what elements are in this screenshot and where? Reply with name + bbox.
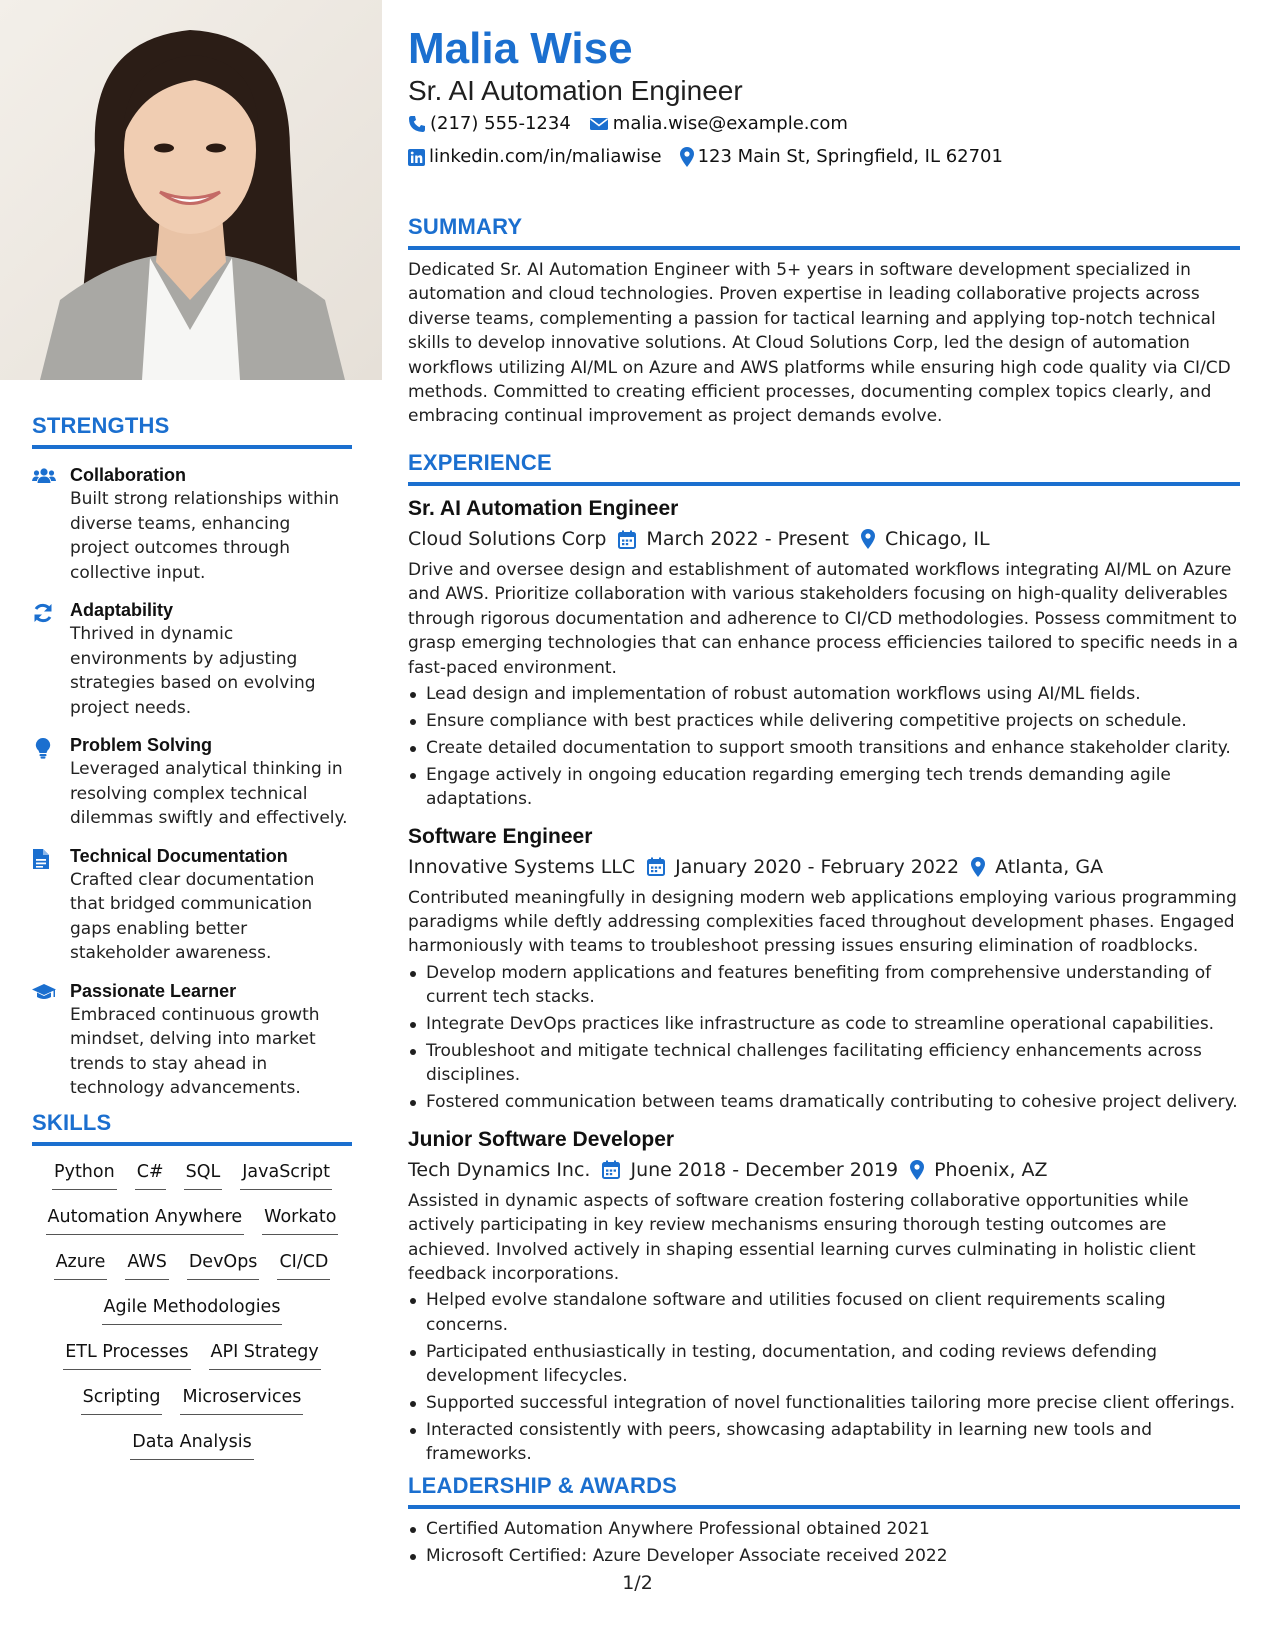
- job-description: Contributed meaningfully in designing modern web applications employing various programming paradigms while deftly addressing complexities faced throughout development phases. Engaged harmoniously with teams to troubleshoot pressing issues ensuring elimination of roadblocks.: [408, 887, 1237, 957]
- bullet-item: Ensure compliance with best practices while delivering competitive projects on schedule.: [408, 709, 1240, 733]
- bullet-item: Troubleshoot and mitigate technical challenges facilitating efficiency enhancements across disciplines.: [408, 1039, 1240, 1088]
- address-text: 123 Main St, Springfield, IL 62701: [697, 146, 1003, 167]
- skills-heading: SKILLS: [32, 1110, 352, 1146]
- map-pin-icon: [861, 529, 875, 549]
- strength-item: [32, 733, 352, 831]
- job-description: Assisted in dynamic aspects of software creation fostering collaborative opportunities while actively participating in key review mechanisms ensuring thorough testing outcomes are achieved. Involved actively in shaping essential learning curves culminating in holistic client feedback incorporations.: [408, 1190, 1196, 1284]
- contact-row: [408, 112, 866, 136]
- skill-row: [32, 1430, 352, 1475]
- strength-desc: Embraced continuous growth mindset, delving into market trends to stay ahead in technology advancements.: [70, 1004, 320, 1098]
- strength-title: Problem Solving: [70, 735, 213, 755]
- lightbulb-icon: [32, 733, 70, 831]
- job-location-group: [861, 524, 990, 554]
- job-dates-group: [647, 852, 959, 882]
- skills-section: [32, 1110, 352, 1475]
- strength-desc: Leveraged analytical thinking in resolving complex technical dilemmas swiftly and effectively.: [70, 759, 348, 828]
- skill-tag: Scripting: [81, 1385, 163, 1415]
- bullet-item: Integrate DevOps practices like infrastructure as code to streamline operational capabilities.: [408, 1012, 1240, 1036]
- skill-row: [32, 1340, 352, 1385]
- job-bullets: [408, 682, 1240, 812]
- map-pin-icon: [910, 1160, 924, 1180]
- job-location-group: [910, 1155, 1047, 1185]
- users-icon: [32, 463, 70, 585]
- awards-list: [408, 1517, 1240, 1568]
- bullet-item: Supported successful integration of novel functionalities tailoring more precise client offerings.: [408, 1391, 1240, 1415]
- skill-row: [32, 1250, 352, 1295]
- left-column: [0, 0, 382, 1650]
- job-bullets: [408, 1288, 1240, 1466]
- strength-item: [32, 979, 352, 1101]
- linkedin-icon: [408, 149, 425, 166]
- summary-heading: SUMMARY: [408, 214, 1240, 250]
- map-pin-icon: [971, 857, 985, 877]
- bullet-item: Helped evolve standalone software and utilities focused on client requirements scaling concerns.: [408, 1288, 1240, 1337]
- bullet-item: Lead design and implementation of robust automation workflows using AI/ML fields.: [408, 682, 1240, 706]
- awards-section: [408, 1473, 1240, 1571]
- skill-tag: C#: [135, 1160, 166, 1190]
- bullet-item: Create detailed documentation to support smooth transitions and enhance stakeholder clarity.: [408, 736, 1240, 760]
- document-icon: [32, 844, 70, 966]
- graduation-cap-icon: [32, 979, 70, 1101]
- phone-text: (217) 555-1234: [430, 113, 571, 134]
- strength-title: Collaboration: [70, 465, 186, 485]
- skill-row: [32, 1385, 352, 1430]
- skill-row: [32, 1205, 352, 1250]
- award-item: Microsoft Certified: Azure Developer Associate received 2022: [408, 1544, 1240, 1568]
- calendar-icon: [602, 1160, 620, 1179]
- contact-email[interactable]: [589, 112, 848, 136]
- strength-title: Technical Documentation: [70, 845, 288, 866]
- skill-tag: JavaScript: [240, 1160, 332, 1190]
- job-dates: January 2020 - February 2022: [675, 855, 960, 878]
- summary-text: Dedicated Sr. AI Automation Engineer with 5+ years in software development specialized in automation and cloud technologies. Proven expertise in leading collaborative projects across diverse teams, complementing a passion for tactical learning and applying top-notch technical skills to develop innovative solutions. At Cloud Solutions Corp, led the design of automation workflows utilizing AI/ML on Azure and AWS platforms while ensuring high code quality via CI/CD methods. Committed to creating efficient processes, documenting complex topics clearly, and embracing continual improvement as project demands evolve.: [408, 260, 1231, 427]
- job-dates-group: [618, 524, 849, 554]
- job-role: Sr. AI Automation Engineer: [408, 497, 679, 520]
- skill-tag: API Strategy: [209, 1340, 321, 1370]
- bullet-item: Interacted consistently with peers, showcasing adaptability in learning new tools and frameworks.: [408, 1418, 1240, 1467]
- skill-tag: Microservices: [180, 1385, 303, 1415]
- phone-icon: [408, 115, 426, 133]
- page-number: 1/2: [622, 1572, 653, 1594]
- job-company: Cloud Solutions Corp: [408, 528, 607, 550]
- summary-section: [408, 214, 1240, 429]
- skill-tag: Data Analysis: [130, 1430, 253, 1460]
- contact-linkedin[interactable]: [408, 145, 662, 169]
- strengths-section: [32, 413, 352, 1114]
- skill-tag: ETL Processes: [63, 1340, 190, 1370]
- job-dates-group: [602, 1155, 898, 1185]
- job-dates: June 2018 - December 2019: [630, 1158, 899, 1181]
- email-text: malia.wise@example.com: [612, 113, 848, 134]
- contact-row: [408, 145, 1021, 169]
- job-dates: March 2022 - Present: [646, 528, 849, 550]
- job-location-group: [971, 852, 1103, 882]
- skill-tag: SQL: [184, 1160, 223, 1190]
- strength-title: Passionate Learner: [70, 980, 237, 1001]
- job-description: Drive and oversee design and establishment of automated workflows integrating AI/ML on Azure and AWS. Prioritize collaboration with various stakeholders focusing on high-quality deliverables through rigorous documentation and adherence to CI/CD methodologies. Possess commitment to grasp emerging technologies that can enhance process efficiencies tailored to specific needs in a fast-paced environment.: [408, 560, 1239, 678]
- strengths-heading: STRENGTHS: [32, 413, 352, 449]
- skill-tag: Workato: [262, 1205, 338, 1235]
- job-entry: [408, 494, 1240, 812]
- skill-tag: Automation Anywhere: [46, 1205, 245, 1235]
- job-role: Junior Software Developer: [408, 1127, 675, 1151]
- envelope-icon: [589, 116, 609, 132]
- job-meta: [408, 1155, 1240, 1185]
- job-entry: [408, 1125, 1240, 1467]
- skill-tag: Python: [52, 1160, 117, 1190]
- skill-tag: DevOps: [187, 1250, 260, 1280]
- strength-desc: Built strong relationships within diverse teams, enhancing project outcomes through collective input.: [70, 489, 340, 583]
- contact-phone[interactable]: [408, 112, 571, 136]
- experience-section: [408, 450, 1240, 1477]
- job-meta: [408, 852, 1240, 882]
- job-location: Phoenix, AZ: [934, 1158, 1048, 1181]
- job-company: Innovative Systems LLC: [408, 855, 636, 878]
- job-location: Atlanta, GA: [995, 855, 1104, 878]
- bullet-item: Develop modern applications and features benefiting from comprehensive understanding of current tech stacks.: [408, 961, 1240, 1010]
- calendar-icon: [647, 857, 665, 876]
- linkedin-text: linkedin.com/in/maliawise: [429, 146, 662, 167]
- profile-photo: [0, 0, 382, 380]
- strength-desc: Thrived in dynamic environments by adjusting strategies based on evolving project needs.: [70, 624, 316, 718]
- awards-heading: LEADERSHIP & AWARDS: [408, 1473, 1240, 1509]
- skill-row: [32, 1295, 352, 1340]
- award-item: Certified Automation Anywhere Professional obtained 2021: [408, 1517, 1240, 1541]
- calendar-icon: [618, 530, 636, 549]
- contact-address: [680, 145, 1003, 169]
- map-pin-icon: [680, 147, 694, 167]
- skill-tag: Agile Methodologies: [102, 1295, 283, 1325]
- skill-tag: AWS: [125, 1250, 168, 1280]
- strength-item: [32, 598, 352, 720]
- strength-item: [32, 844, 352, 966]
- job-entry: [408, 822, 1240, 1115]
- job-role: Software Engineer: [408, 824, 593, 848]
- job-meta: [408, 524, 1240, 554]
- strength-desc: Crafted clear documentation that bridged communication gaps enabling better stakeholder awareness.: [70, 869, 315, 963]
- bullet-item: Engage actively in ongoing education regarding emerging tech trends demanding agile adaptations.: [408, 763, 1240, 812]
- job-bullets: [408, 961, 1240, 1115]
- experience-heading: EXPERIENCE: [408, 450, 1240, 486]
- candidate-title: Sr. AI Automation Engineer: [408, 75, 743, 106]
- skill-tag: Azure: [54, 1250, 108, 1280]
- job-company: Tech Dynamics Inc.: [408, 1158, 591, 1181]
- candidate-name: Malia Wise: [408, 24, 633, 73]
- bullet-item: Fostered communication between teams dramatically contributing to cohesive project delivery.: [408, 1090, 1240, 1114]
- skill-row: [32, 1160, 352, 1205]
- strength-item: [32, 463, 352, 585]
- job-location: Chicago, IL: [884, 528, 990, 550]
- strength-title: Adaptability: [70, 600, 174, 620]
- sync-icon: [32, 598, 70, 720]
- bullet-item: Participated enthusiastically in testing, documentation, and coding reviews defending development lifecycles.: [408, 1340, 1240, 1389]
- skill-tag: CI/CD: [277, 1250, 330, 1280]
